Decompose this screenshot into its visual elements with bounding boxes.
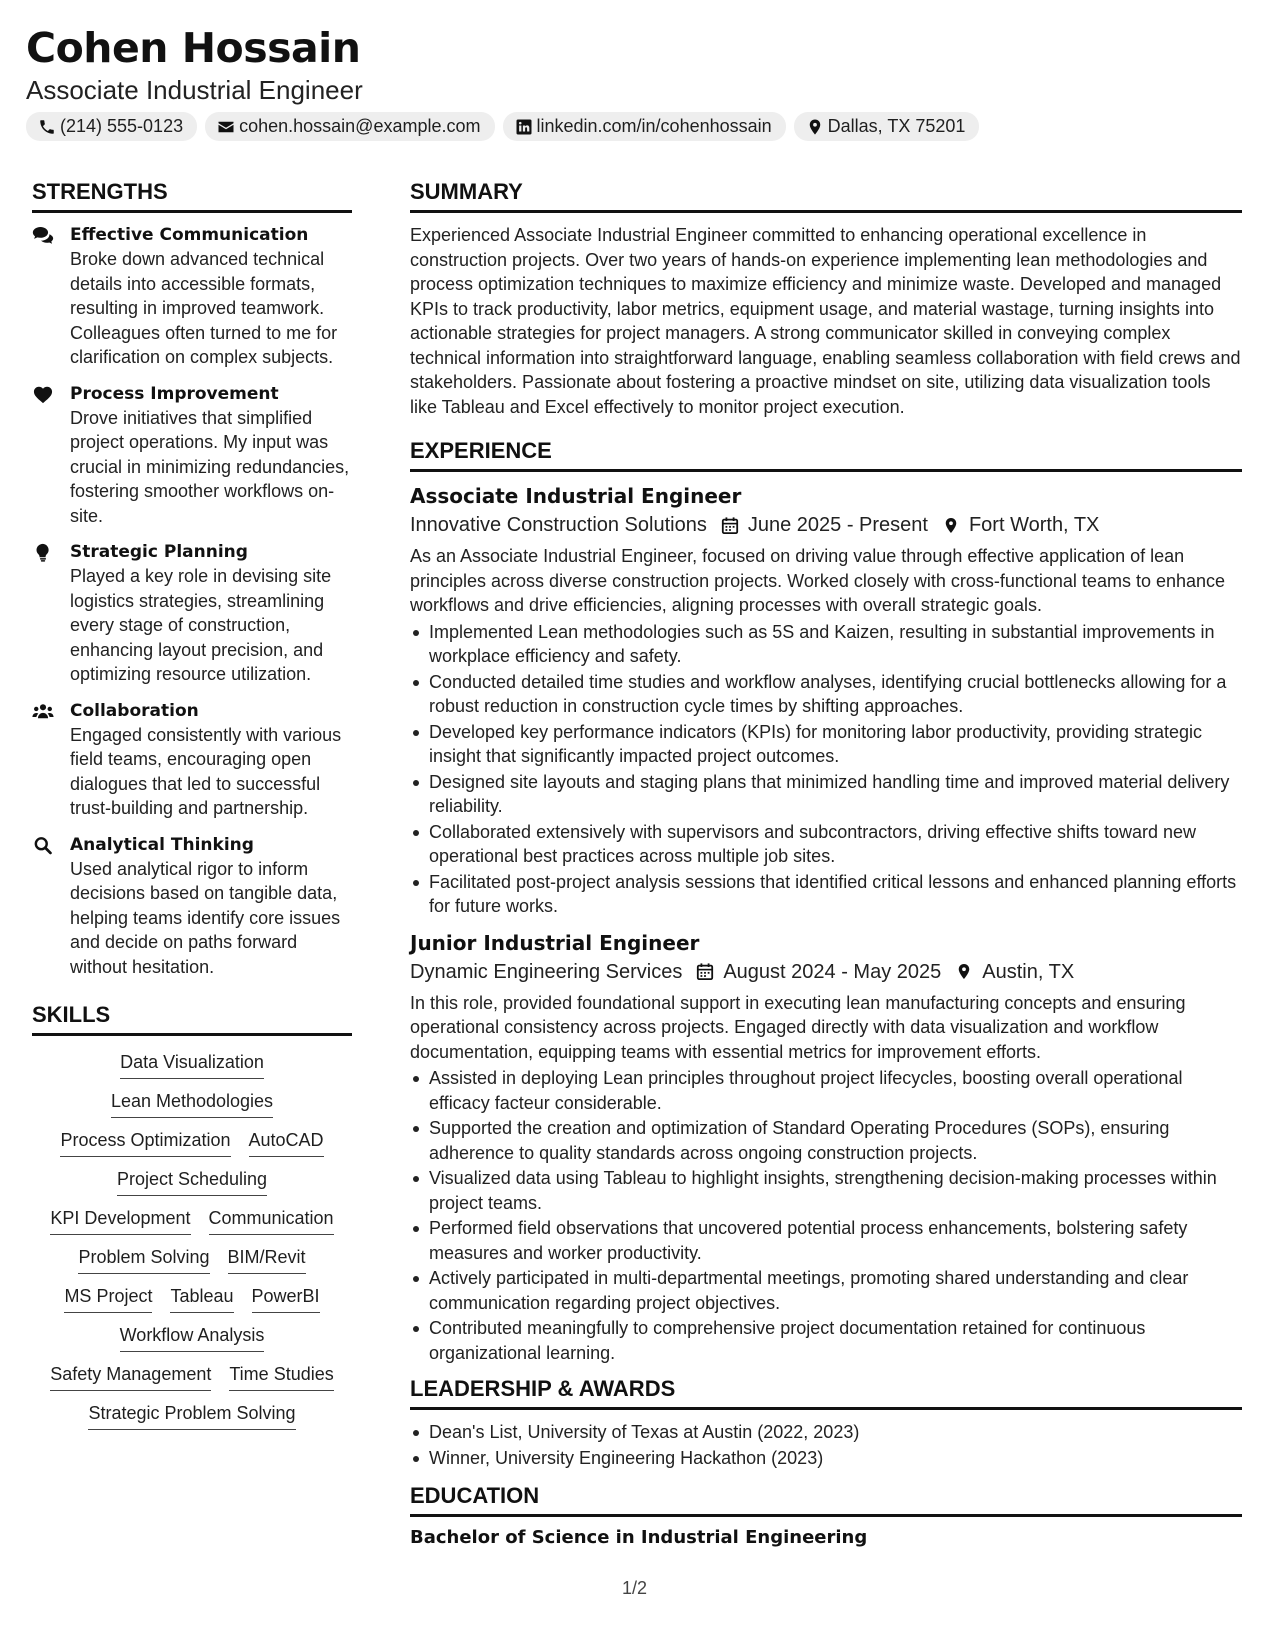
strength-item [32, 833, 352, 980]
map-pin-icon [955, 962, 973, 981]
skill-tag: Process Optimization [60, 1128, 230, 1157]
skills-row [32, 1050, 352, 1079]
job-dates: August 2024 - May 2025 [723, 960, 942, 983]
strength-text: Used analytical rigor to inform decisions based on tangible data, helping teams identify core issues and decide on paths forward without hesitation. [70, 858, 341, 977]
strength-item [32, 223, 352, 370]
job-bullet: Actively participated in multi-departmental meetings, promoting shared understanding and clear communication regarding project objectives. [410, 1266, 1242, 1315]
skills-row [32, 1128, 352, 1157]
candidate-title: Associate Industrial Engineer [26, 75, 363, 105]
job-company: Dynamic Engineering Services [410, 960, 683, 983]
linkedin-icon [515, 118, 533, 136]
skill-tag: Strategic Problem Solving [88, 1401, 295, 1430]
phone-icon [38, 118, 56, 136]
job-company: Innovative Construction Solutions [410, 514, 707, 536]
heart-icon [32, 385, 54, 404]
strength-text: Engaged consistently with various field teams, encouraging open dialogues that led to successful trust-building and partnership. [70, 724, 342, 818]
contact-linkedin-text: linkedin.com/in/cohenhossain [536, 116, 772, 136]
skill-tag: Lean Methodologies [111, 1089, 273, 1118]
contact-phone-text: (214) 555-0123 [60, 116, 184, 136]
strength-text: Played a key role in devising site logistics strategies, streamlining every stage of construction, enhancing layout precision, and optimizing resource utilization. [70, 566, 332, 684]
job-bullet: Contributed meaningfully to comprehensive project documentation retained for continuous organizational learning. [410, 1316, 1242, 1365]
job-meta [410, 957, 1242, 987]
strengths-heading: STRENGTHS [32, 178, 352, 213]
job-bullets [410, 620, 1242, 919]
skills-row [32, 1089, 352, 1118]
job-bullet: Implemented Lean methodologies such as 5S and Kaizen, resulting in substantial improvements in workplace efficiency and safety. [410, 620, 1242, 669]
strength-text: Broke down advanced technical details into accessible formats, resulting in improved teamwork. Colleagues often turned to me for clarification on complex subjects. [70, 249, 338, 367]
job-bullet: Developed key performance indicators (KPIs) for monitoring labor productivity, providing strategic insight that significantly impacted project outcomes. [410, 720, 1242, 769]
job-bullet: Performed field observations that uncovered potential process enhancements, bolstering safety measures and worker productivity. [410, 1216, 1242, 1265]
skills-row [32, 1401, 352, 1430]
contact-location [794, 112, 980, 141]
skill-tag: PowerBI [252, 1284, 320, 1313]
map-pin-icon [806, 118, 824, 136]
skills-row [32, 1245, 352, 1274]
education-degree: Bachelor of Science in Industrial Engineering [410, 1527, 868, 1548]
chat-bubbles-icon [32, 226, 54, 245]
skill-tag: Workflow Analysis [120, 1323, 265, 1352]
summary-text: Experienced Associate Industrial Engineer committed to enhancing operational excellence in construction projects. Over two years of hands-on experience implementing lean methodologies and process optimization techniques to maximize efficiency and minimize waste. Developed and managed KPIs to track productivity, labor metrics, equipment usage, and material wastage, turning insights into actionable strategies for project managers. A strong communicator skilled in conveying complex technical information into straightforward language, enabling seamless collaboration with field crews and stakeholders. Passionate about fostering a proactive mindset on site, utilizing data visualization tools like Tableau and Excel effectively to monitor project execution. [410, 225, 1241, 417]
job-description: In this role, provided foundational support in executing lean manufacturing concepts and ensuring operational consistency across projects. Engaged directly with data visualization and workflow documentation, equipping teams with essential metrics for improvement efforts. [410, 992, 1186, 1062]
contact-location-text: Dallas, TX 75201 [827, 116, 966, 136]
job-bullet: Designed site layouts and staging plans that minimized handling time and improved material delivery reliability. [410, 770, 1242, 819]
strength-item [32, 382, 352, 529]
award-item: Winner, University Engineering Hackathon (2023) [410, 1446, 1242, 1471]
contact-linkedin[interactable] [503, 112, 786, 141]
job-bullet: Collaborated extensively with supervisors and subcontractors, driving effective shifts toward new operational best practices across multiple job sites. [410, 820, 1242, 869]
skills-row [32, 1323, 352, 1352]
skill-tag: Data Visualization [120, 1050, 264, 1079]
job-bullet: Facilitated post-project analysis sessions that identified critical lessons and enhanced planning efforts for future works. [410, 870, 1242, 919]
skills-row [32, 1362, 352, 1391]
contact-email-text: cohen.hossain@example.com [239, 116, 481, 136]
education-heading: EDUCATION [410, 1482, 1242, 1517]
skills-row [32, 1206, 352, 1235]
strength-title: Process Improvement [70, 383, 279, 404]
skill-tag: Problem Solving [78, 1245, 209, 1274]
strength-title: Analytical Thinking [70, 834, 254, 855]
job-description: As an Associate Industrial Engineer, focused on driving value through effective application of lean principles across diverse construction projects. Worked closely with cross-functional teams to enhance workflows and drive efficiencies, aligning processes with overall strategic goals. [410, 546, 1226, 615]
job-location: Fort Worth, TX [968, 514, 1100, 536]
skill-tag: Time Studies [229, 1362, 333, 1391]
skills-list [32, 1046, 352, 1430]
contact-phone[interactable] [26, 112, 197, 141]
contact-email[interactable] [205, 112, 494, 141]
skill-tag: AutoCAD [249, 1128, 324, 1157]
left-column [32, 178, 352, 1430]
job-bullet: Conducted detailed time studies and workflow analyses, identifying crucial bottlenecks allowing for a robust reduction in construction cycle times by shifting approaches. [410, 670, 1242, 719]
skill-tag: MS Project [64, 1284, 152, 1313]
job-entry [410, 929, 1242, 1366]
awards-heading: LEADERSHIP & AWARDS [410, 1375, 1242, 1410]
users-icon [32, 702, 54, 721]
job-bullet: Supported the creation and optimization of Standard Operating Procedures (SOPs), ensuring adherence to quality standards across ongoing construction projects. [410, 1116, 1242, 1165]
job-title: Associate Industrial Engineer [410, 484, 742, 508]
contact-bar [26, 112, 1246, 141]
strength-item [32, 699, 352, 821]
experience-heading: EXPERIENCE [410, 437, 1242, 472]
right-column [410, 178, 1242, 1551]
awards-list [410, 1420, 1242, 1470]
strength-title: Collaboration [70, 700, 199, 721]
resume-header [26, 22, 1246, 141]
page-number: 1/2 [622, 1578, 648, 1598]
candidate-name: Cohen Hossain [26, 24, 361, 72]
skill-tag: KPI Development [50, 1206, 190, 1235]
strength-text: Drove initiatives that simplified project operations. My input was crucial in minimizing redundancies, fostering smoother workflows on-site. [70, 407, 350, 526]
job-title: Junior Industrial Engineer [410, 930, 700, 955]
search-icon [32, 836, 54, 855]
skill-tag: Tableau [170, 1284, 233, 1313]
skills-row [32, 1167, 352, 1196]
calendar-icon [696, 962, 714, 981]
calendar-icon [721, 516, 739, 535]
strength-title: Strategic Planning [70, 542, 248, 562]
skill-tag: Communication [209, 1206, 334, 1235]
skills-heading: SKILLS [32, 1001, 352, 1036]
lightbulb-icon [32, 543, 54, 562]
job-meta [410, 510, 1242, 540]
job-bullet: Assisted in deploying Lean principles throughout project lifecycles, boosting overall operational efficacy facteur considerable. [410, 1066, 1242, 1115]
envelope-icon [217, 118, 235, 136]
skill-tag: BIM/Revit [228, 1245, 306, 1274]
summary-heading: SUMMARY [410, 178, 1242, 213]
job-dates: June 2025 - Present [747, 514, 928, 536]
skill-tag: Safety Management [50, 1362, 211, 1391]
award-item: Dean's List, University of Texas at Austin (2022, 2023) [410, 1420, 1242, 1445]
job-location: Austin, TX [982, 960, 1075, 983]
map-pin-icon [942, 516, 960, 535]
skill-tag: Project Scheduling [117, 1167, 267, 1196]
skills-row [32, 1284, 352, 1313]
strength-item [32, 540, 352, 687]
job-bullet: Visualized data using Tableau to highlight insights, strengthening decision-making processes within project teams. [410, 1166, 1242, 1215]
job-bullets [410, 1066, 1242, 1365]
job-entry [410, 482, 1242, 919]
strength-title: Effective Communication [70, 225, 309, 245]
